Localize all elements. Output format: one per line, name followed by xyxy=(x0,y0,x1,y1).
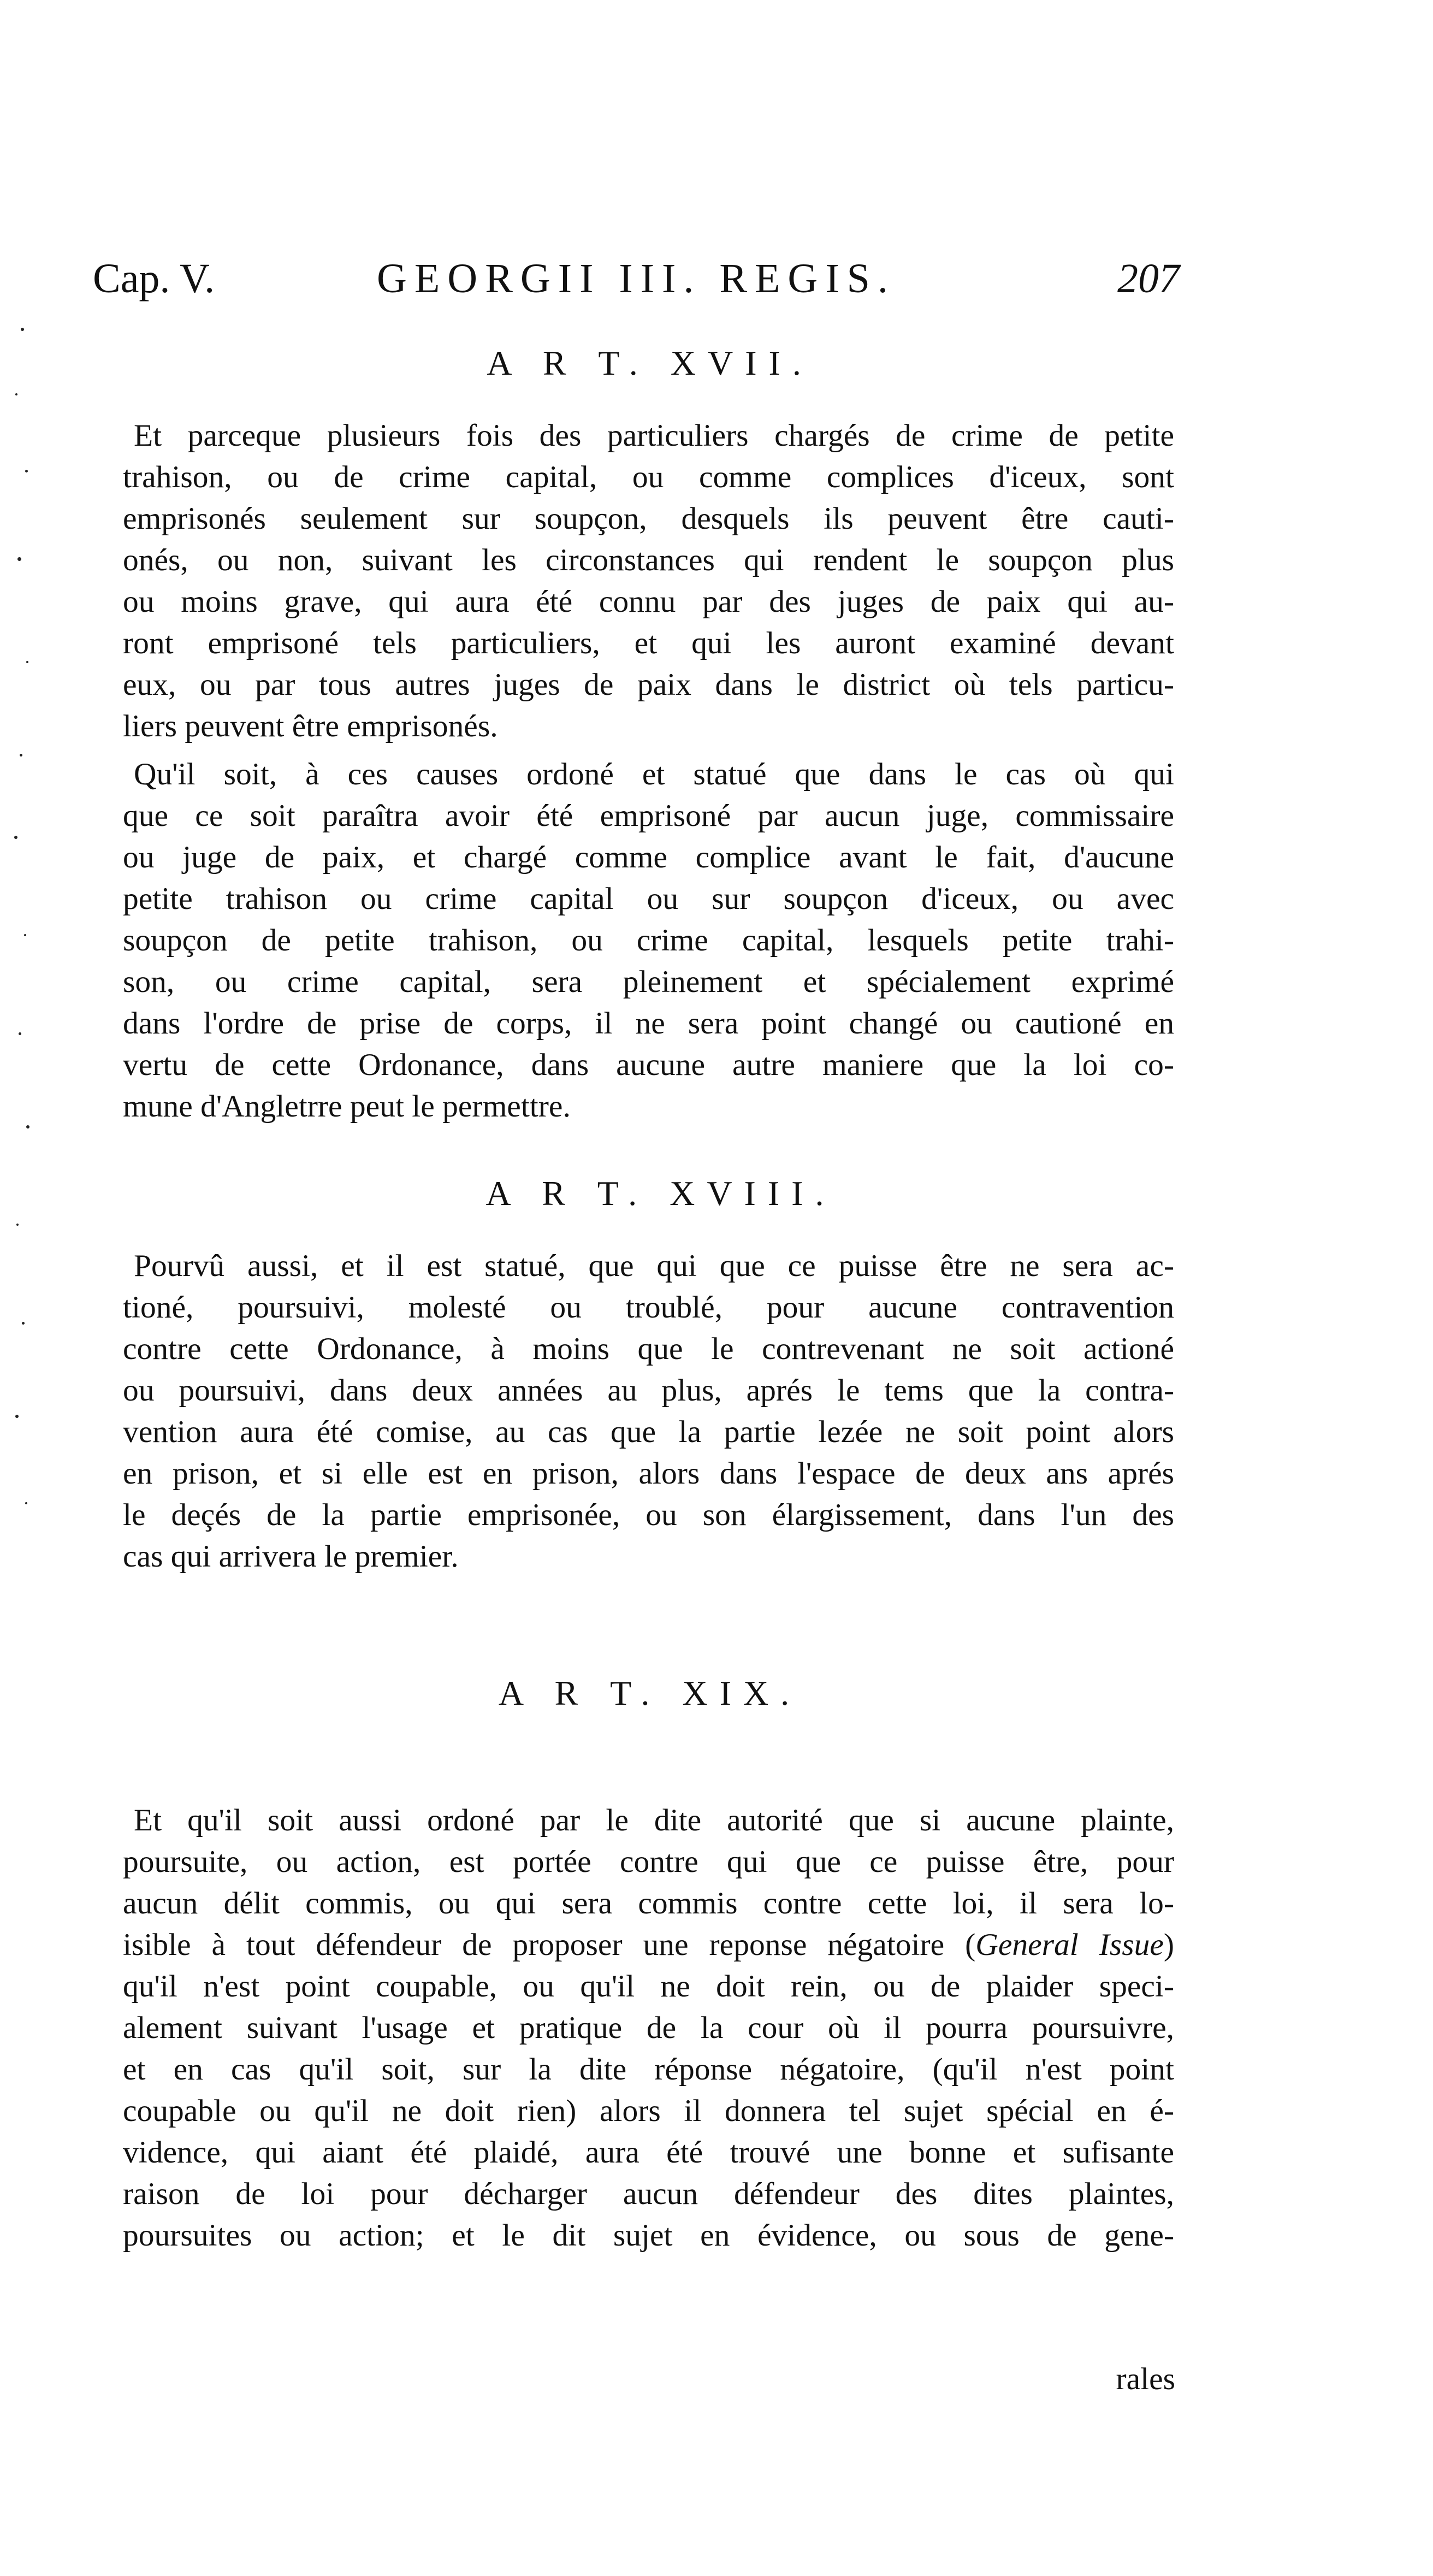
text-line: le deçés de la partie emprisonée, ou son élargissement, dans l'un des xyxy=(123,1498,1174,1532)
scan-speck xyxy=(26,661,28,663)
text-line: Qu'il soit, à ces causes ordoné et statué que dans le cas où qui xyxy=(134,757,1174,791)
scan-margin-marks xyxy=(10,328,43,1584)
text-line: qu'il n'est point coupable, ou qu'il ne doit rein, ou de plaider speci- xyxy=(123,1969,1174,2004)
text-line: isible à tout défendeur de proposer une reponse négatoire (General Issue) xyxy=(123,1928,1174,1962)
text-line: raison de loi pour décharger aucun défendeur des dites plaintes, xyxy=(123,2177,1174,2211)
text-line: ou moins grave, qui aura été connu par des juges de paix qui au- xyxy=(123,584,1174,619)
text-line: Pourvû aussi, et il est statué, que qui que ce puisse être ne sera ac- xyxy=(134,1249,1174,1283)
text-line: mune d'Angletrre peut le permettre. xyxy=(123,1089,571,1124)
text-line: liers peuvent être emprisonés. xyxy=(123,709,498,743)
scan-speck xyxy=(15,393,17,395)
scan-speck xyxy=(15,1415,19,1418)
text-line: aucun délit commis, ou qui sera commis contre cette loi, il sera lo- xyxy=(123,1886,1174,1921)
scan-speck xyxy=(25,470,28,472)
scan-speck xyxy=(22,1322,25,1325)
text-line: vention aura été comise, au cas que la partie lezée ne soit point alors xyxy=(123,1415,1174,1449)
text-line: dans l'ordre de prise de corps, il ne sera point changé ou cautioné en xyxy=(123,1006,1174,1041)
scan-speck xyxy=(21,328,24,331)
text-line: onés, ou non, suivant les circonstances qui rendent le soupçon plus xyxy=(123,543,1174,577)
scan-speck xyxy=(16,1224,19,1226)
text-line: vertu de cette Ordonance, dans aucune autre maniere que la loi co- xyxy=(123,1048,1174,1082)
text-line: que ce soit paraîtra avoir été emprisoné par aucun juge, commissaire xyxy=(123,799,1174,833)
text-line: petite trahison ou crime capital ou sur soupçon d'iceux, ou avec xyxy=(123,882,1174,916)
article-xviii-paragraph-1 xyxy=(123,1245,1174,1577)
scan-speck xyxy=(20,754,22,757)
text-line: poursuite, ou action, est portée contre qui que ce puisse être, pour xyxy=(123,1845,1174,1879)
text-line: poursuites ou action; et le dit sujet en évidence, ou sous de gene- xyxy=(123,2218,1174,2253)
text-line: et en cas qu'il soit, sur la dite réponse négatoire, (qu'il n'est point xyxy=(123,2052,1174,2087)
article-xvii-paragraph-2 xyxy=(123,754,1174,1127)
text-line: soupçon de petite trahison, ou crime capital, lesquels petite trahi- xyxy=(123,923,1174,958)
italic-phrase: General Issue xyxy=(975,1928,1164,1962)
scan-speck xyxy=(14,836,17,839)
text-line: ou poursuivi, dans deux années au plus, aprés le tems que la contra- xyxy=(123,1373,1174,1408)
text-line: Et qu'il soit aussi ordoné par le dite autorité que si aucune plainte, xyxy=(134,1803,1174,1838)
text-line: trahison, ou de crime capital, ou comme complices d'iceux, sont xyxy=(123,460,1174,494)
text-line: emprisonés seulement sur soupçon, desquels ils peuvent être cauti- xyxy=(123,501,1174,536)
article-xvii-paragraph-1 xyxy=(123,415,1174,747)
page-number: 207 xyxy=(1117,256,1180,302)
text-line: ou juge de paix, et chargé comme complice avant le fait, d'aucune xyxy=(123,840,1174,875)
text-line: vidence, qui aiant été plaidé, aura été trouvé une bonne et sufisante xyxy=(123,2135,1174,2170)
text-line: cas qui arrivera le premier. xyxy=(123,1539,459,1574)
text-line: eux, ou par tous autres juges de paix dans le district où tels particu- xyxy=(123,667,1174,702)
article-heading-xviii: A R T. XVIII. xyxy=(485,1174,836,1213)
article-xix-paragraph-1 xyxy=(123,1800,1174,2256)
text-line: son, ou crime capital, sera pleinement et spécialement exprimé xyxy=(123,965,1174,999)
text-line: tioné, poursuivi, molesté ou troublé, pour aucune contravention xyxy=(123,1290,1174,1325)
text-line: Et parceque plusieurs fois des particuliers chargés de crime de petite xyxy=(134,418,1174,453)
article-heading-xvii: A R T. XVII. xyxy=(487,344,813,382)
text-line: coupable ou qu'il ne doit rien) alors il donnera tel sujet spécial en é- xyxy=(123,2094,1174,2128)
text-line: alement suivant l'usage et pratique de la cour où il pourra poursuivre, xyxy=(123,2011,1174,2045)
chapter-label: Cap. V. xyxy=(93,256,215,302)
scan-speck xyxy=(24,934,26,936)
text-line: en prison, et si elle est en prison, alors dans l'espace de deux ans aprés xyxy=(123,1456,1174,1491)
scan-speck xyxy=(19,1032,21,1035)
scan-speck xyxy=(17,557,21,561)
scan-speck xyxy=(26,1125,29,1129)
article-heading-xix: A R T. XIX. xyxy=(498,1674,802,1712)
text-line: contre cette Ordonance, à moins que le contrevenant ne soit actioné xyxy=(123,1332,1174,1366)
text-line: ront emprisoné tels particuliers, et qui les auront examiné devant xyxy=(123,626,1174,660)
running-head xyxy=(93,249,1180,309)
catchword: rales xyxy=(1116,2362,1175,2396)
scan-speck xyxy=(25,1502,27,1504)
running-title: GEORGII III. REGIS. xyxy=(377,256,896,302)
